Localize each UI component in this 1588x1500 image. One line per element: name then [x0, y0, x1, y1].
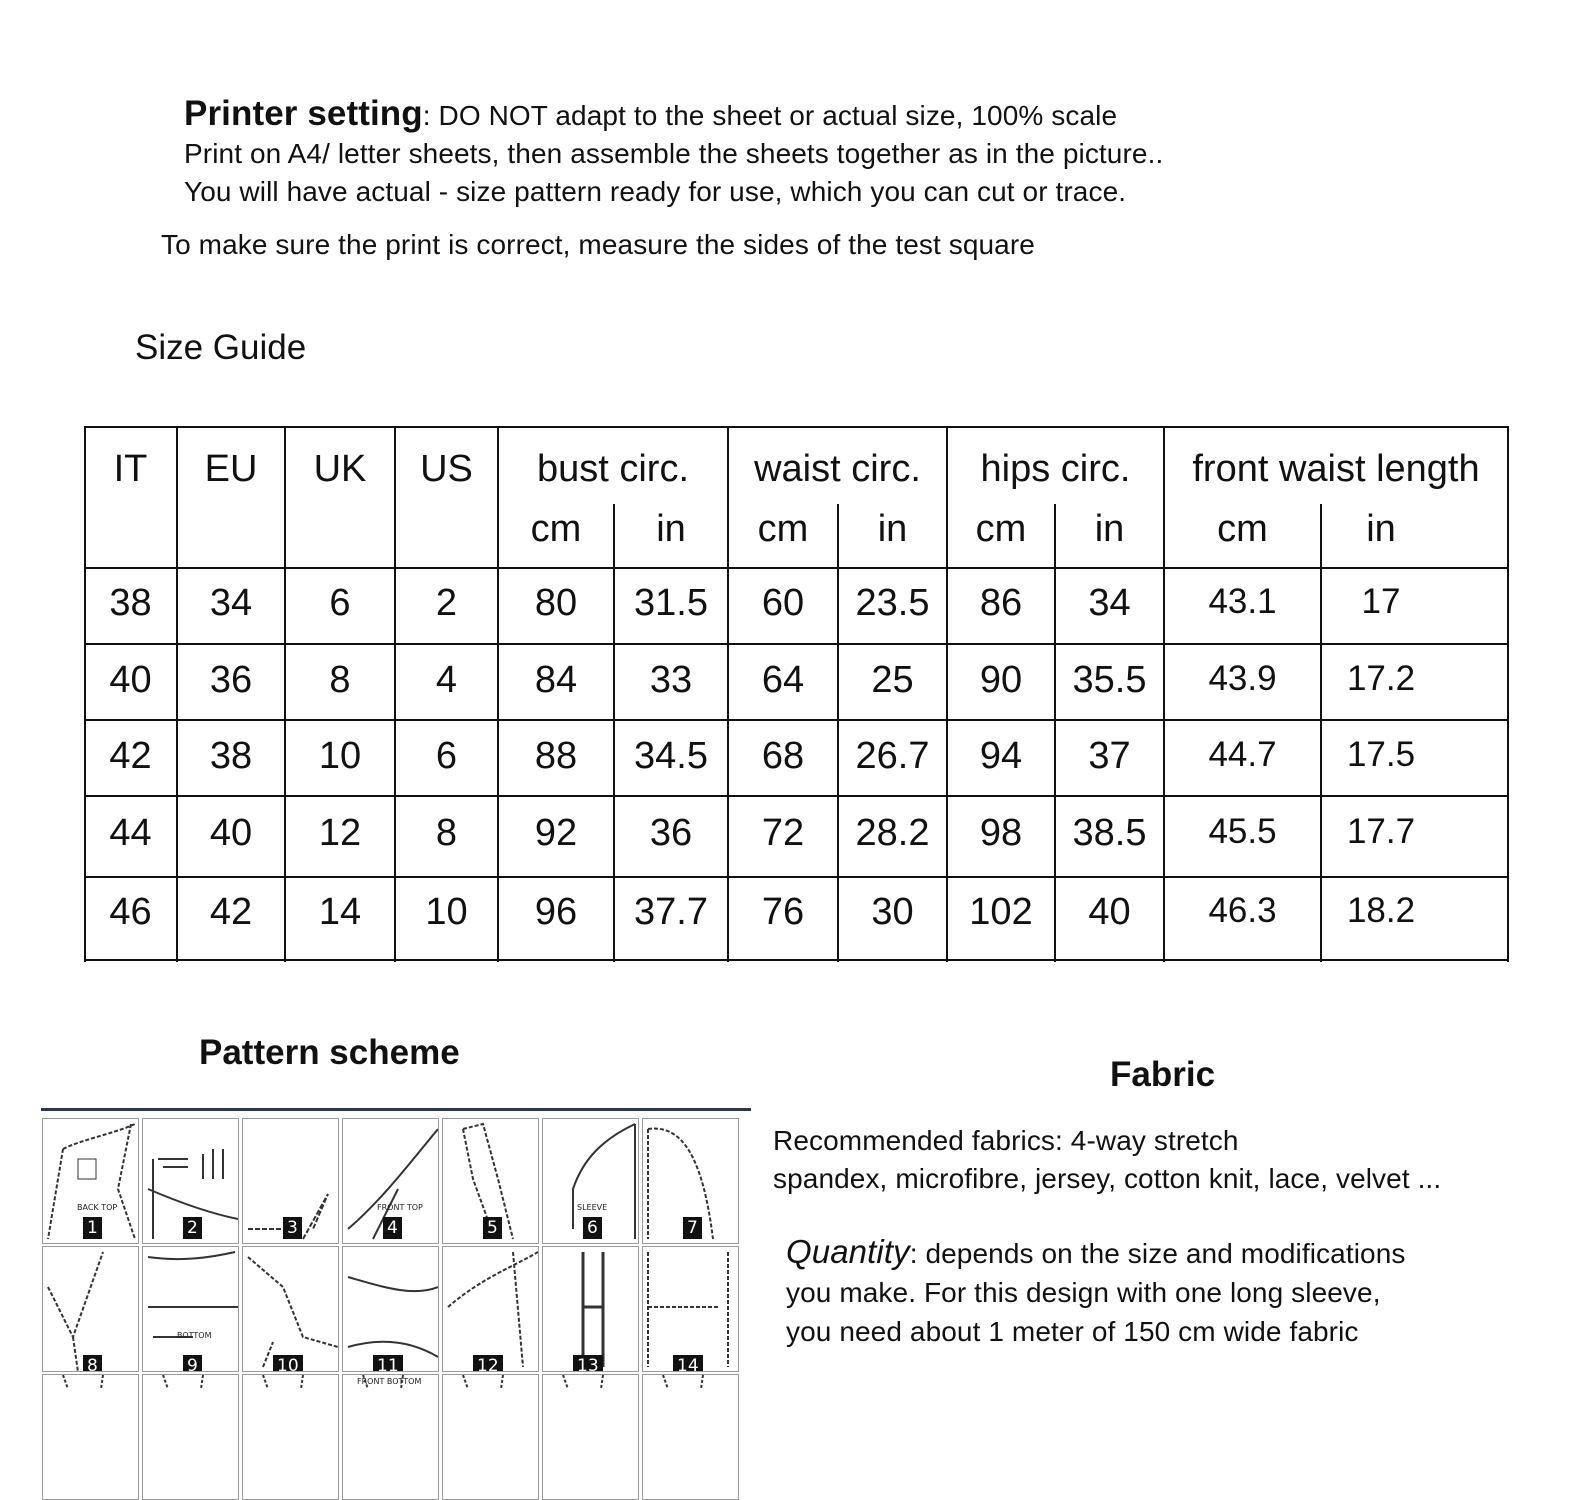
table-cell: 64	[761, 659, 805, 701]
pattern-piece-cropped	[342, 1374, 439, 1500]
pattern-piece-number: 7	[683, 1217, 702, 1239]
pattern-scheme	[41, 1108, 751, 1402]
pattern-scheme-rule	[41, 1108, 751, 1111]
pattern-piece-number: 1	[83, 1217, 102, 1239]
table-cell: 86	[979, 582, 1023, 624]
table-cell: 96	[534, 891, 578, 933]
table-cell: 28.2	[855, 812, 930, 854]
table-cell: 88	[534, 735, 578, 777]
table-cell: 44.7	[1208, 735, 1277, 774]
table-cell: 43.1	[1208, 582, 1277, 621]
header-waist: waist circ.	[754, 448, 921, 490]
table-cell: 46.3	[1208, 891, 1277, 930]
pattern-piece-number: 5	[483, 1217, 502, 1239]
table-cell: 60	[761, 582, 805, 624]
table-cell: 34	[209, 582, 253, 624]
table-cell: 17.2	[1346, 659, 1416, 698]
table-cell: 36	[649, 812, 693, 854]
table-cell: 40	[1088, 891, 1131, 933]
pattern-piece-sketch	[143, 1247, 238, 1371]
pattern-piece-cropped	[642, 1374, 739, 1500]
pattern-piece-cropped	[242, 1374, 339, 1500]
pattern-piece-sketch	[643, 1247, 738, 1371]
table-cell: 42	[109, 735, 152, 777]
table-cell: 37.7	[634, 891, 708, 933]
table-cell: 31.5	[634, 582, 708, 624]
pattern-piece-number: 9	[183, 1355, 202, 1372]
table-cell: 38	[209, 735, 253, 777]
table-cell: 33	[649, 659, 693, 701]
pattern-scheme-title: Pattern scheme	[199, 1033, 460, 1072]
table-cell: 6	[435, 735, 458, 777]
pattern-piece-sketch	[43, 1375, 138, 1405]
pattern-piece-sketch	[243, 1247, 338, 1371]
pattern-piece-9	[142, 1246, 239, 1372]
table-cell: 35.5	[1072, 659, 1147, 701]
pattern-piece-sketch	[343, 1247, 438, 1371]
table-cell: 10	[425, 891, 468, 933]
header-unit-in: in	[1366, 508, 1396, 550]
table-cell: 10	[318, 735, 362, 777]
pattern-piece-cropped	[42, 1374, 139, 1500]
pattern-piece-5	[442, 1118, 539, 1244]
printer-instructions	[184, 95, 1163, 211]
pattern-piece-label: BACK TOP	[77, 1203, 118, 1212]
table-cell: 37	[1088, 735, 1131, 777]
table-cell: 23.5	[855, 582, 930, 624]
table-cell: 102	[969, 891, 1033, 933]
size-table	[84, 426, 1535, 962]
table-cell: 72	[761, 812, 805, 854]
pattern-piece-sketch	[43, 1247, 138, 1371]
table-cell: 2	[435, 582, 458, 624]
pattern-piece-label: BOTTOM	[177, 1331, 212, 1340]
table-cell: 98	[979, 812, 1023, 854]
quantity-text-1: : depends on the size and modifications	[909, 1238, 1406, 1269]
header-hips: hips circ.	[980, 448, 1131, 490]
pattern-piece-number: 10	[273, 1355, 303, 1372]
table-cell: 80	[534, 582, 578, 624]
pattern-piece-13	[542, 1246, 639, 1372]
table-cell: 18.2	[1346, 891, 1416, 930]
quantity-line-3: you need about 1 meter of 150 cm wide fabric	[786, 1316, 1359, 1347]
table-cell: 45.5	[1208, 812, 1277, 851]
table-cell: 17	[1361, 582, 1401, 621]
header-us: US	[420, 448, 473, 490]
header-unit-in: in	[877, 508, 908, 550]
pattern-piece-6	[542, 1118, 639, 1244]
pattern-piece-cropped	[142, 1374, 239, 1500]
pattern-piece-number: 11	[373, 1355, 403, 1372]
table-cell: 40	[109, 659, 152, 701]
quantity-line-1	[786, 1232, 1405, 1273]
table-cell: 84	[534, 659, 578, 701]
table-cell: 94	[979, 735, 1023, 777]
fabric-quantity	[786, 1232, 1405, 1351]
table-cell: 17.7	[1346, 812, 1416, 851]
header-uk: UK	[313, 448, 367, 490]
header-unit-in: in	[656, 508, 686, 550]
table-cell: 92	[534, 812, 578, 854]
table-cell: 36	[209, 659, 253, 701]
quantity-label: Quantity	[786, 1233, 910, 1270]
pattern-piece-number: 2	[183, 1217, 202, 1239]
pattern-piece-10	[242, 1246, 339, 1372]
pattern-piece-1	[42, 1118, 139, 1244]
table-cell: 90	[979, 659, 1023, 701]
header-it: IT	[113, 448, 148, 490]
printer-setting-line	[184, 95, 1163, 135]
table-cell: 17.5	[1346, 735, 1416, 774]
recommended-fabrics-line-1: Recommended fabrics: 4-way stretch	[773, 1125, 1239, 1156]
pattern-piece-2	[142, 1118, 239, 1244]
pattern-piece-label: FRONT TOP	[377, 1203, 423, 1212]
table-cell: 30	[871, 891, 914, 933]
table-cell: 8	[329, 659, 351, 701]
header-unit-cm: cm	[757, 508, 809, 550]
actual-size-line: You will have actual - size pattern ready for use, which you can cut or trace.	[184, 176, 1127, 207]
table-cell: 6	[329, 582, 351, 624]
pattern-piece-sketch	[243, 1375, 338, 1405]
table-cell: 42	[209, 891, 253, 933]
table-cell: 40	[209, 812, 253, 854]
header-bust: bust circ.	[536, 448, 690, 490]
pattern-piece-14	[642, 1246, 739, 1372]
pattern-piece-number: 12	[473, 1355, 503, 1372]
table-cell: 68	[761, 735, 805, 777]
header-eu: EU	[204, 448, 258, 490]
recommended-fabrics-line-2: spandex, microfibre, jersey, cotton knit, lace, velvet ...	[773, 1163, 1442, 1194]
header-front: front waist length	[1192, 448, 1480, 490]
header-unit-cm: cm	[1217, 508, 1268, 550]
pattern-piece-3	[242, 1118, 339, 1244]
header-unit-cm: cm	[530, 508, 582, 550]
header-unit-cm: cm	[975, 508, 1027, 550]
pattern-piece-sketch	[143, 1375, 238, 1405]
table-cell: 14	[318, 891, 362, 933]
pattern-piece-number: 8	[83, 1355, 102, 1372]
table-cell: 12	[318, 812, 362, 854]
table-cell: 25	[871, 659, 914, 701]
pattern-piece-number: 6	[583, 1217, 602, 1239]
pattern-piece-label: SLEEVE	[577, 1203, 608, 1212]
pattern-piece-sketch	[543, 1375, 638, 1405]
pattern-piece-number: 14	[673, 1355, 703, 1372]
table-cell: 8	[435, 812, 458, 854]
recommended-fabrics	[773, 1122, 1441, 1198]
pattern-piece-sketch	[543, 1247, 638, 1371]
table-cell: 38	[109, 582, 152, 624]
table-cell: 4	[435, 659, 458, 701]
header-unit-in: in	[1094, 508, 1125, 550]
pattern-piece-number: 3	[283, 1217, 302, 1239]
table-cell: 46	[109, 891, 152, 933]
printer-setting-heading: Printer setting	[184, 94, 423, 133]
pattern-piece-sketch	[443, 1247, 538, 1371]
pattern-piece-11	[342, 1246, 439, 1372]
pattern-piece-number: 4	[383, 1217, 402, 1239]
pattern-piece-label: FRONT BOTTOM	[357, 1377, 422, 1386]
pattern-piece-8	[42, 1246, 139, 1372]
pattern-piece-sketch	[643, 1375, 738, 1405]
table-cell: 34.5	[634, 735, 708, 777]
quantity-line-2: you make. For this design with one long sleeve,	[786, 1277, 1381, 1308]
fabric-title: Fabric	[1110, 1055, 1216, 1094]
pattern-piece-sketch	[443, 1375, 538, 1405]
printer-setting-text: : DO NOT adapt to the sheet or actual size, 100% scale	[422, 100, 1118, 131]
table-cell: 38.5	[1072, 812, 1147, 854]
table-cell: 44	[109, 812, 152, 854]
test-square-instruction: To make sure the print is correct, measure the sides of the test square	[161, 229, 1035, 260]
table-cell: 43.9	[1208, 659, 1277, 698]
pattern-piece-12	[442, 1246, 539, 1372]
pattern-piece-cropped	[542, 1374, 639, 1500]
print-sheets-line: Print on A4/ letter sheets, then assemble the sheets together as in the picture..	[184, 138, 1164, 169]
pattern-piece-cropped	[442, 1374, 539, 1500]
size-guide-title: Size Guide	[135, 328, 307, 367]
table-cell: 76	[761, 891, 805, 933]
pattern-piece-number: 13	[573, 1355, 603, 1372]
table-cell: 34	[1088, 582, 1131, 624]
table-cell: 26.7	[855, 735, 930, 777]
pattern-piece-4	[342, 1118, 439, 1244]
pattern-piece-7	[642, 1118, 739, 1244]
